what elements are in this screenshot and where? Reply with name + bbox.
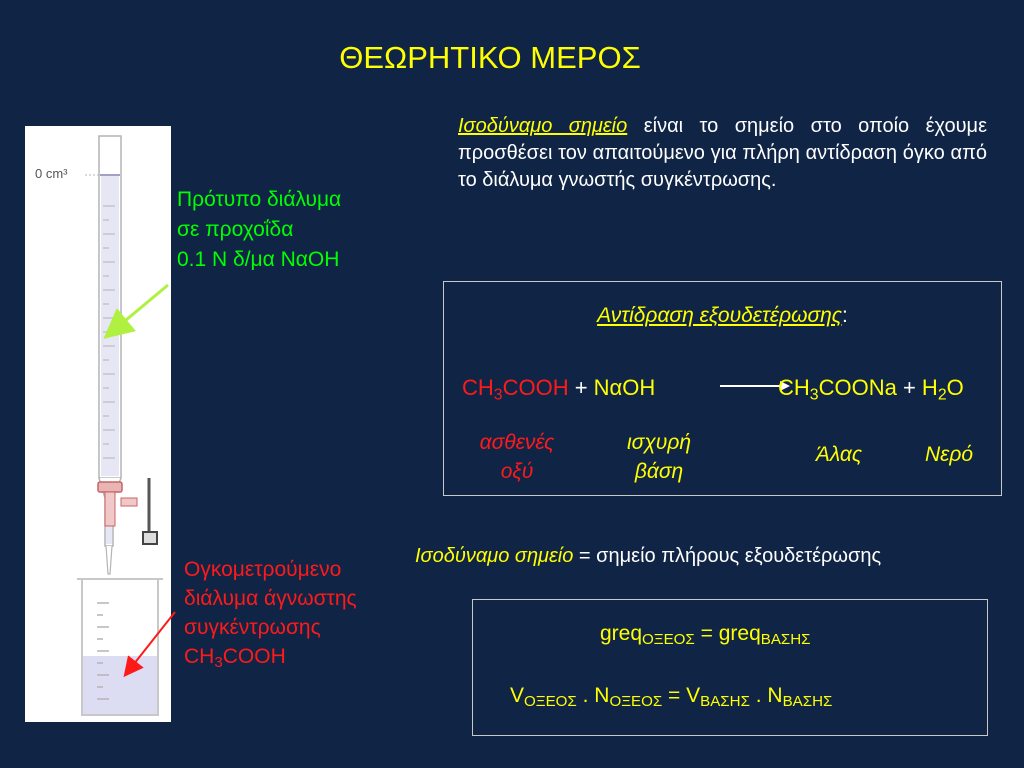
red-arrow <box>126 612 175 674</box>
weak-acid-note: ασθενές οξύ <box>479 431 555 483</box>
equivalence-point-definition: Ισοδύναμο σημείο είναι το σημείο στο οποίο έχουμε προσθέσει τον απαιτούμενο για πλήρη αντίδραση όγκο από το διάλυμα γνωστής συγκέντρωσης. <box>458 115 987 191</box>
reaction-equation-left: $CH_3COOH + N\alpha OH$ <box>462 375 656 404</box>
equivalence-formulas-box <box>472 599 988 736</box>
volume-normality-formula: $V_{O\Xi EO\Sigma}$ . $N_{O\Xi EO\Sigma} = V_{BA\Sigma H\Sigma}$ . $N_{BA\Sigma H\Sigma}$ <box>510 684 833 711</box>
page-title: ΘΕΩΡΗΤΙΚΟ ΜΕΡΟΣ <box>339 40 641 75</box>
greq-formula: greq$_{O\Xi EO\Sigma}$ = greq$_{BA\Sigma H\Sigma}$ <box>600 622 811 649</box>
salt-note: Άλας <box>815 443 863 466</box>
equivalence-point-statement: Ισοδύναμο σημείο = σημείο πλήρους εξουδετέρωσης <box>415 545 882 567</box>
titrated-solution-label: Ογκομετρούμενο διάλυμα άγνωστης συγκέντρωσης $CH_3COOH$ <box>184 558 357 672</box>
burette-scale-label: 0 cm³ <box>35 166 68 181</box>
water-note: Νερό <box>924 443 974 466</box>
strong-base-note: ισχυρή βάση <box>626 431 692 483</box>
reaction-title: Αντίδραση εξουδετέρωσης: <box>597 304 848 327</box>
reaction-equation-right: $CH_3COONa + H_2O$ <box>778 375 964 404</box>
standard-solution-label: Πρότυπο διάλυμα σε προχοΐδα 0.1 Ν δ/μα ΝαΟΗ <box>177 188 342 271</box>
neutralization-reaction-box <box>443 281 1002 496</box>
green-arrow <box>108 285 168 335</box>
